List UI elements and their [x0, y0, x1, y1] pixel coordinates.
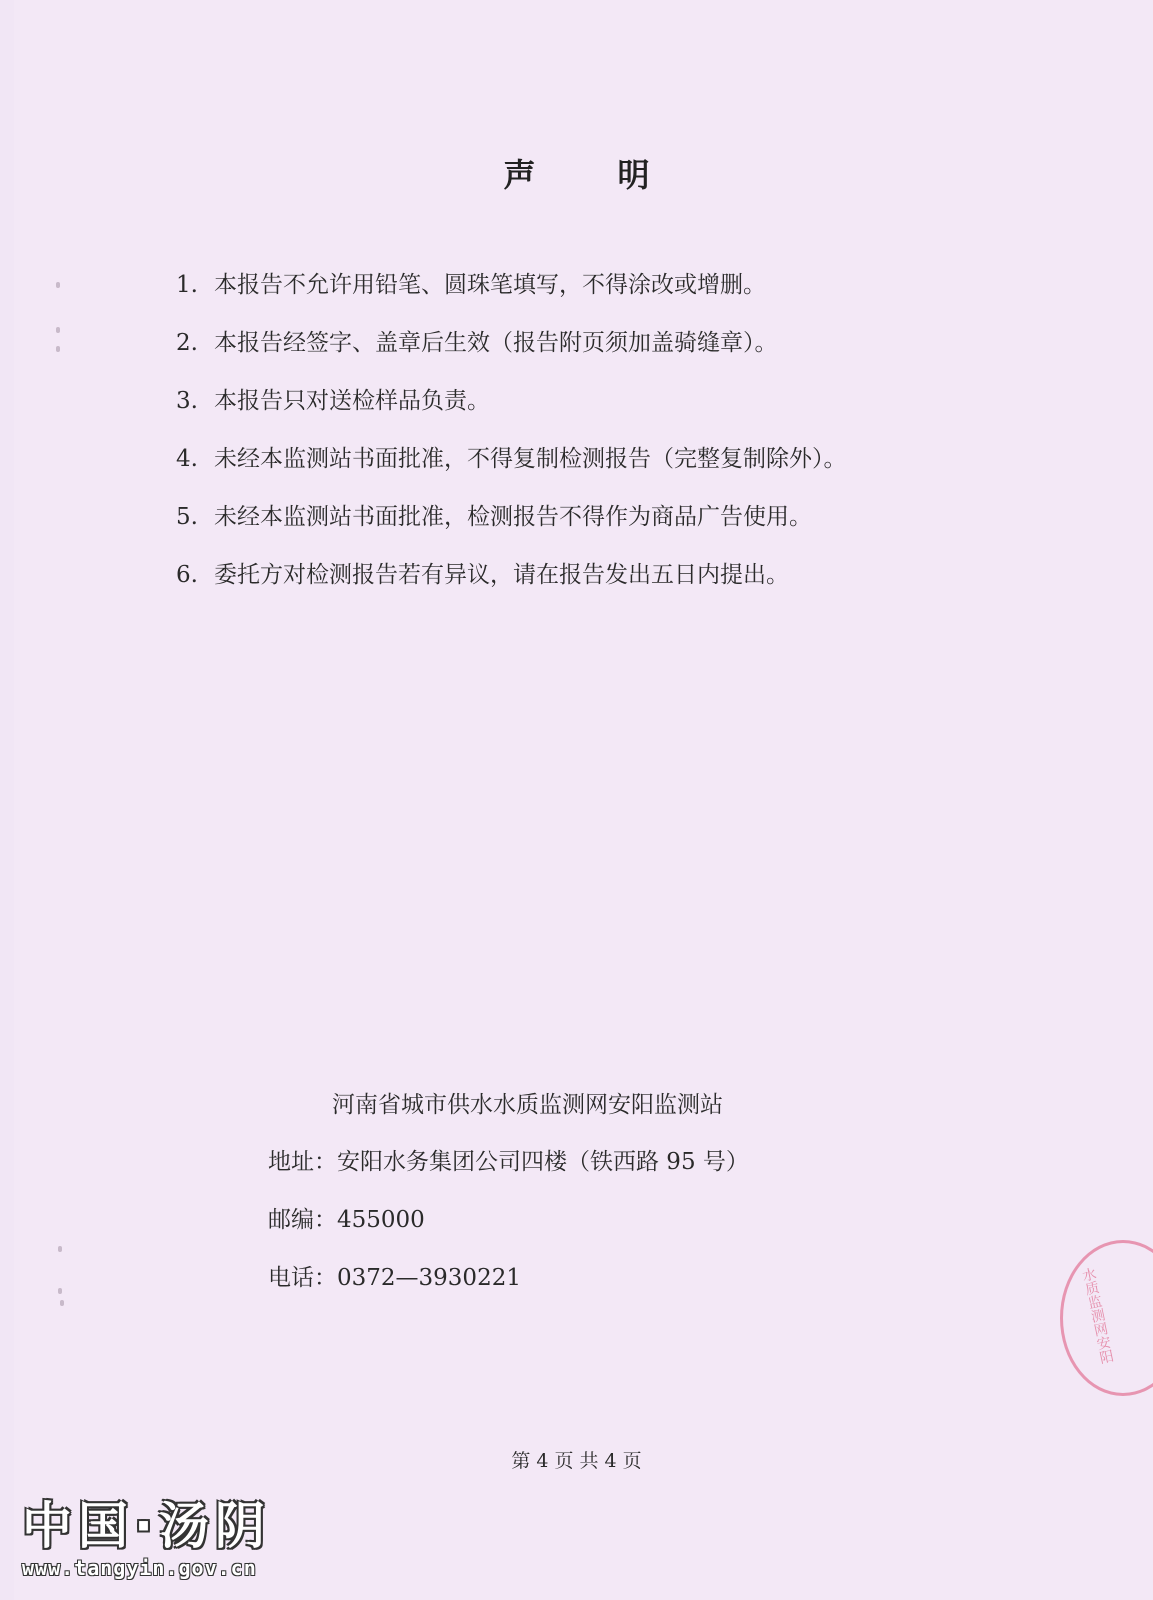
statement-text: 本报告经签字、盖章后生效（报告附页须加盖骑缝章）。: [214, 330, 778, 356]
statement-item: [176, 442, 847, 500]
statement-item: [176, 268, 847, 326]
scan-speck: [56, 327, 60, 333]
statement-text: 本报告不允许用铅笔、圆珠笔填写，不得涂改或增删。: [214, 272, 766, 298]
statement-item: [176, 326, 847, 384]
watermark-logo: 中国·汤阴: [22, 1497, 271, 1555]
statement-text: 未经本监测站书面批准，检测报告不得作为商品广告使用。: [214, 504, 812, 530]
scan-speck: [56, 282, 60, 288]
statement-text: 本报告只对送检样品负责。: [214, 388, 490, 414]
statement-item: [176, 558, 847, 616]
stamp-text: 水质监测网安阳: [1078, 1265, 1115, 1366]
statement-number: 6.: [176, 562, 198, 588]
document-page: [14, 0, 1153, 1600]
site-watermark: [22, 1486, 271, 1580]
statement-number: 1.: [176, 272, 198, 298]
watermark-url: www.tangyin.gov.cn: [22, 1556, 257, 1580]
statement-number: 5.: [176, 504, 198, 530]
scan-speck: [58, 1246, 62, 1252]
document-title: 声明: [503, 156, 732, 194]
address-line: 地址：安阳水务集团公司四楼（铁西路 95 号）: [268, 1149, 749, 1175]
phone-line: 电话：0372—3930221: [268, 1265, 521, 1291]
statement-text: 未经本监测站书面批准，不得复制检测报告（完整复制除外）。: [214, 446, 847, 472]
statement-list: [176, 268, 847, 616]
scan-speck: [60, 1300, 64, 1306]
organization-name: 河南省城市供水水质监测网安阳监测站: [332, 1092, 723, 1118]
statement-number: 2.: [176, 330, 198, 356]
statement-item: [176, 384, 847, 442]
page-footer: 第 4 页 共 4 页: [511, 1450, 642, 1472]
statement-number: 4.: [176, 446, 198, 472]
statement-text: 委托方对检测报告若有异议，请在报告发出五日内提出。: [214, 562, 789, 588]
scan-speck: [58, 1288, 62, 1294]
scan-speck: [56, 346, 60, 352]
postcode-line: 邮编：455000: [268, 1207, 425, 1233]
statement-number: 3.: [176, 388, 198, 414]
statement-item: [176, 500, 847, 558]
